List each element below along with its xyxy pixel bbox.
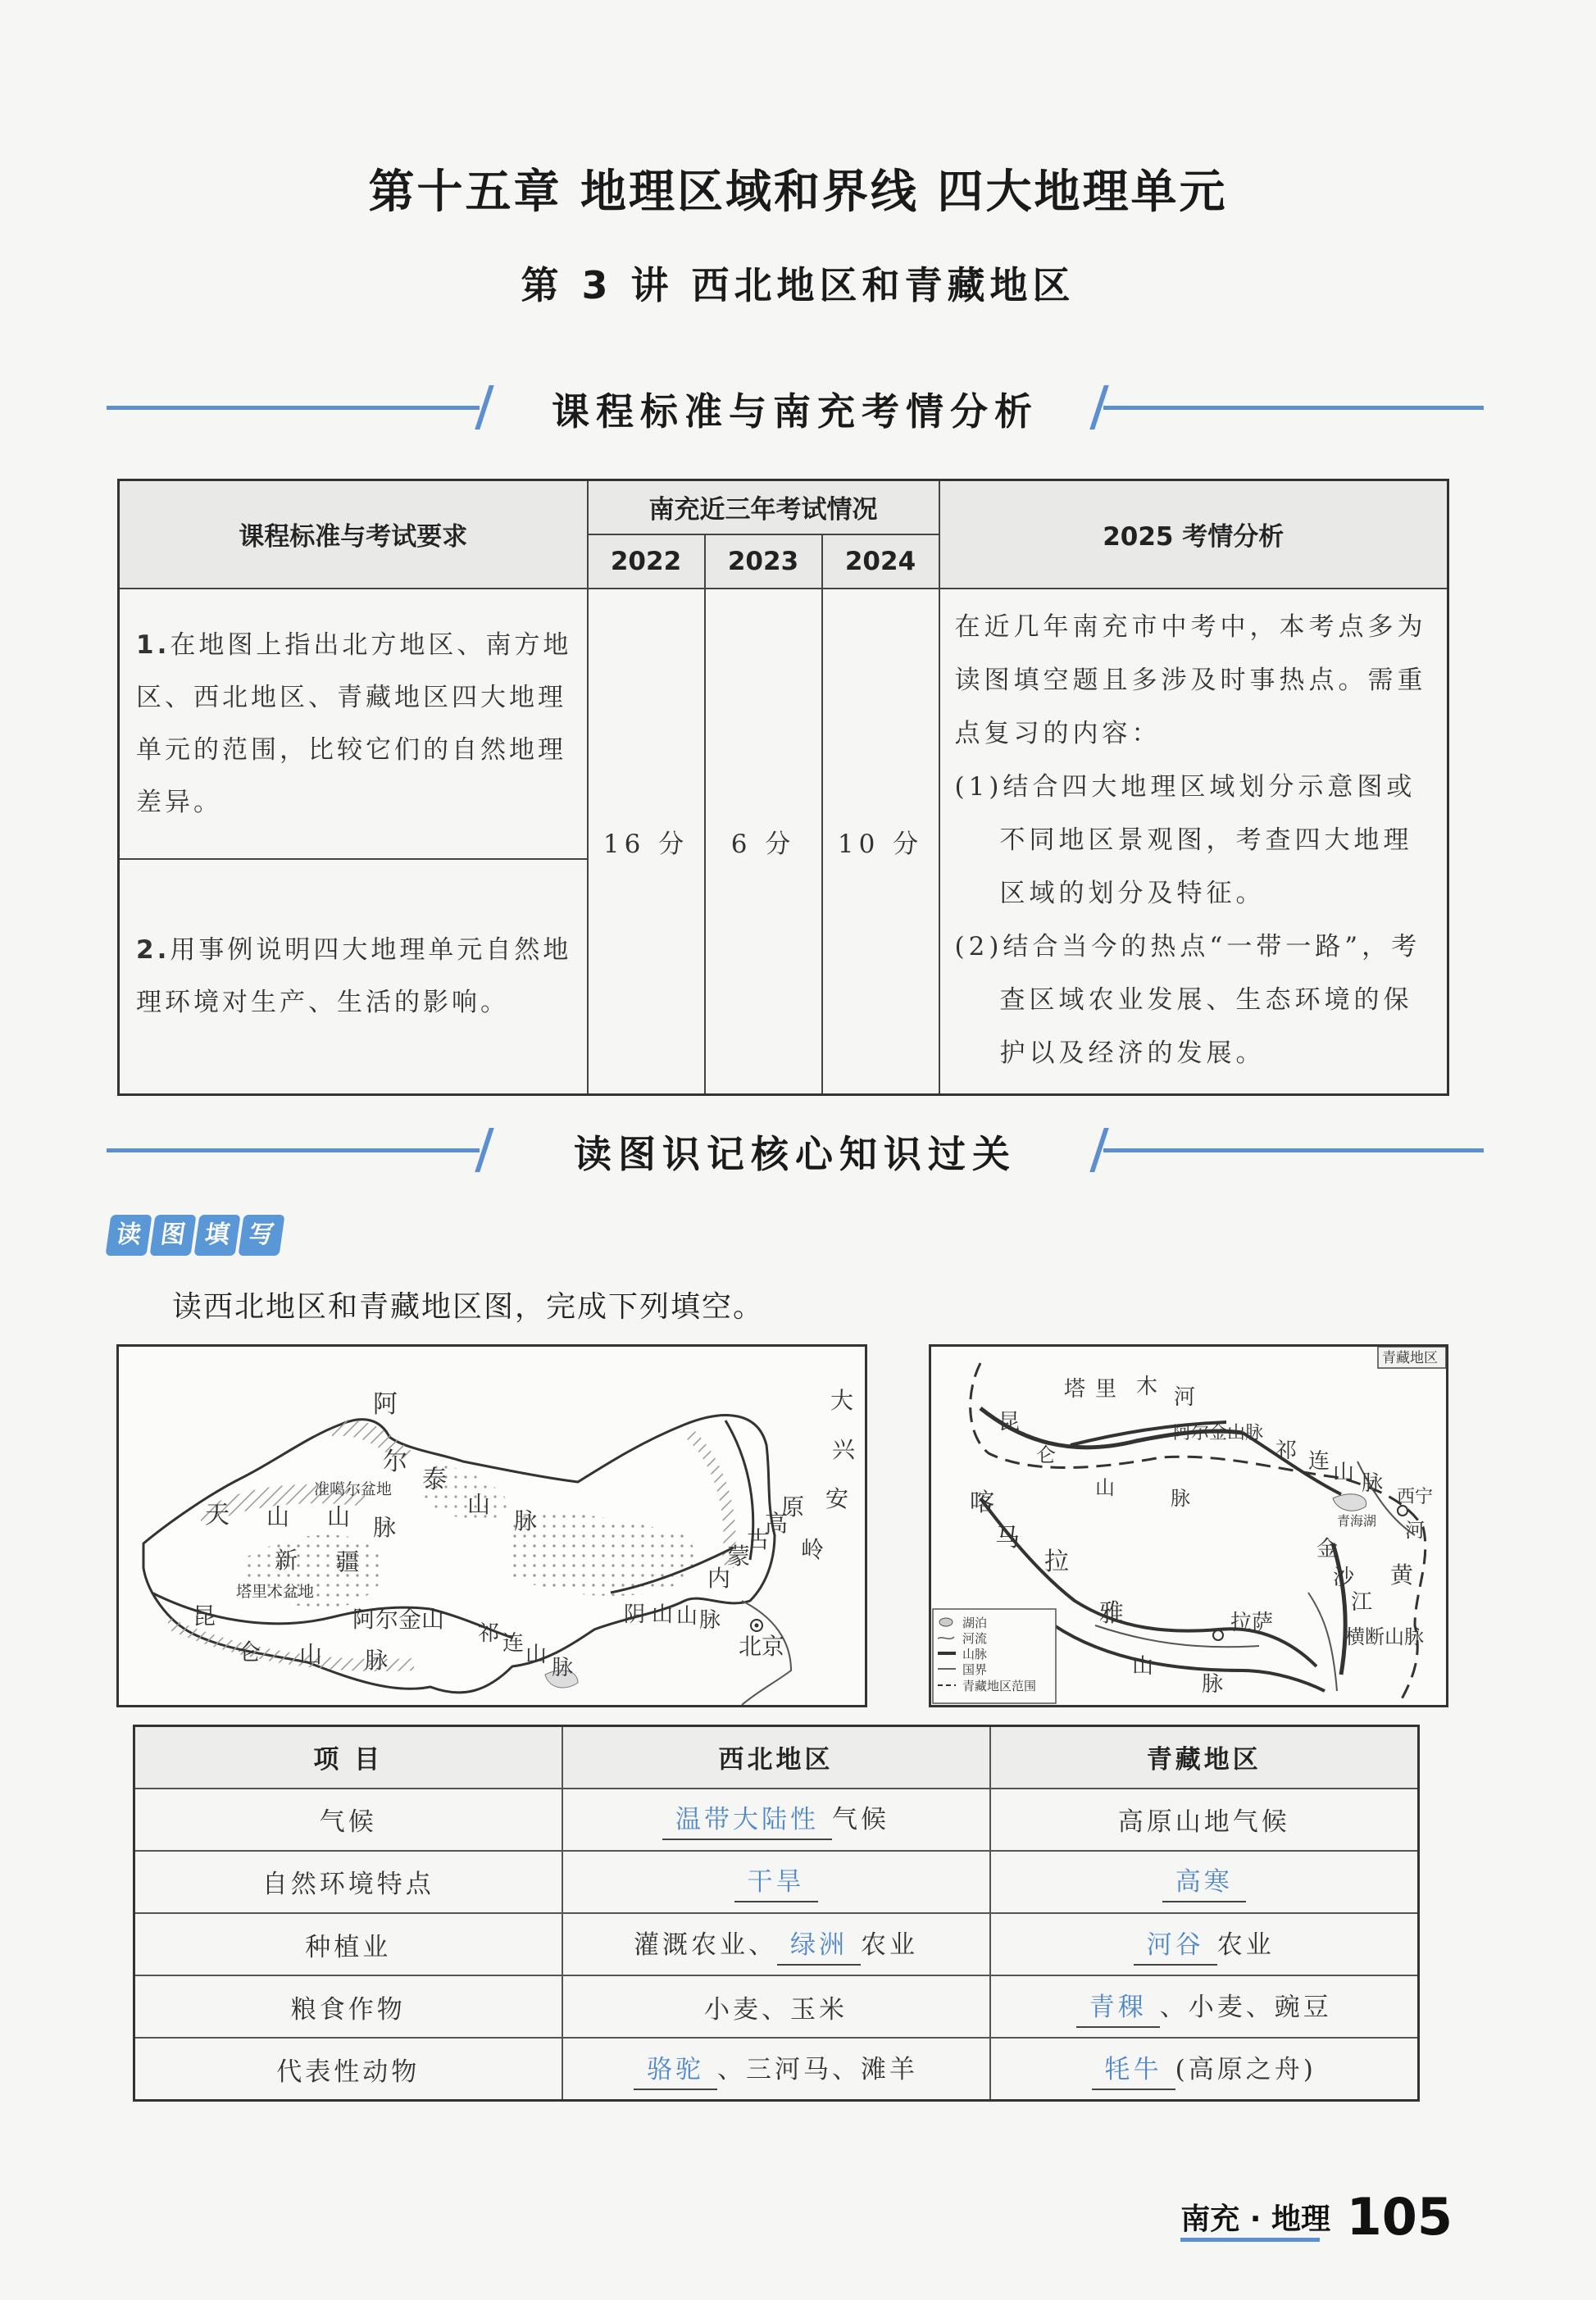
northwest-cell bbox=[562, 1851, 990, 1913]
cell-text: 农业 bbox=[1216, 1930, 1275, 1960]
map-label: 脉 bbox=[1202, 1672, 1224, 1697]
map-label: 原 bbox=[781, 1493, 805, 1520]
exam-analysis-table bbox=[117, 479, 1449, 1096]
section-heading-2 bbox=[107, 1121, 1484, 1179]
map-label: 阿 bbox=[373, 1390, 398, 1419]
himalaya-mountain-line bbox=[1054, 1625, 1325, 1691]
tibet-cell bbox=[990, 1975, 1419, 2038]
read-map-fill-badge bbox=[108, 1215, 282, 1256]
section-heading-1 bbox=[107, 379, 1484, 436]
map-label: 脉 bbox=[699, 1608, 721, 1633]
row-item: 自然环境特点 bbox=[134, 1851, 562, 1913]
header-year-2024: 2024 bbox=[822, 534, 939, 589]
map-label: 脉 bbox=[365, 1647, 389, 1674]
map-label: 天 bbox=[205, 1501, 230, 1530]
river-line bbox=[1308, 1593, 1337, 1691]
map-corner-label: 青藏地区 bbox=[1382, 1350, 1438, 1366]
map-label: 横断山脉 bbox=[1345, 1625, 1424, 1648]
answer-blank: 河谷 bbox=[1134, 1924, 1217, 1966]
section-title-1: 课程标准与南充考情分析 bbox=[552, 389, 1039, 434]
requirement-1-number: 1. bbox=[136, 630, 171, 660]
requirement-2-text: 用事例说明四大地理单元自然地理环境对生产、生活的影响。 bbox=[136, 935, 572, 1018]
header-tibet: 青藏地区 bbox=[990, 1726, 1419, 1789]
answer-blank: 牦牛 bbox=[1092, 2048, 1175, 2090]
map-label: 泰 bbox=[422, 1466, 447, 1494]
analysis-point-1: (1)结合四大地理区域划分示意图或不同地区景观图，考查四大地理区域的划分及特征。 bbox=[954, 771, 1416, 908]
answer-blank: 干旱 bbox=[734, 1861, 818, 1902]
map-label: 安 bbox=[825, 1485, 849, 1512]
map-label: 连 bbox=[502, 1631, 525, 1656]
legend-border: 国界 bbox=[962, 1662, 988, 1677]
badge-char: 写 bbox=[238, 1215, 284, 1256]
map-label: 金 bbox=[1316, 1537, 1339, 1561]
map-label: 连 bbox=[1308, 1449, 1330, 1474]
map-label: 脉 bbox=[1362, 1471, 1384, 1496]
footer-underline bbox=[1180, 2238, 1320, 2242]
map-label: 拉 bbox=[1044, 1548, 1069, 1576]
page-footer bbox=[1180, 2187, 1453, 2247]
map-label: 山 bbox=[467, 1491, 491, 1518]
northwest-cell: 小麦、玉米 bbox=[562, 1975, 990, 2038]
map-label: 雅 bbox=[1099, 1599, 1124, 1628]
analysis-point-2: (2)结合当今的热点“一带一路”，考查区域农业发展、生态环境的保护以及经济的发展。 bbox=[954, 931, 1421, 1068]
header-year-2023: 2023 bbox=[705, 534, 822, 589]
map-label-lasa: 拉萨 bbox=[1230, 1611, 1274, 1635]
northwest-map-drawing bbox=[119, 1347, 865, 1705]
hengduan-mountain-line bbox=[1333, 1543, 1345, 1675]
map-label: 大 bbox=[830, 1387, 854, 1414]
map-label: 仑 bbox=[238, 1639, 261, 1666]
cell-text: 灌溉农业、 bbox=[634, 1930, 777, 1960]
cell-text: 气候 bbox=[832, 1805, 889, 1835]
legend-region-range: 青藏地区范围 bbox=[962, 1679, 1037, 1693]
map-label: 昆 bbox=[193, 1602, 216, 1630]
map-label: 山 bbox=[1095, 1476, 1115, 1499]
map-label: 兴 bbox=[832, 1436, 856, 1463]
header-requirements: 课程标准与考试要求 bbox=[119, 480, 588, 589]
cell-text: (高原之舟) bbox=[1175, 2054, 1316, 2084]
legend-lake: 湖泊 bbox=[962, 1616, 988, 1630]
map-label: 山 bbox=[266, 1503, 290, 1530]
header-years-group: 南充近三年考试情况 bbox=[588, 480, 939, 534]
requirement-2 bbox=[119, 859, 588, 1095]
header-northwest: 西北地区 bbox=[562, 1726, 990, 1789]
northwest-cell bbox=[562, 2038, 990, 2100]
map-label: 尔 bbox=[383, 1448, 407, 1476]
lecture-title: 第 3 讲 西北地区和青藏地区 bbox=[521, 263, 1075, 307]
map-label: 山 bbox=[1333, 1461, 1355, 1485]
table-row bbox=[134, 1789, 1419, 1851]
map-legend bbox=[933, 1609, 1056, 1703]
map-label: 岭 bbox=[801, 1536, 825, 1563]
score-2024: 10 分 bbox=[822, 589, 939, 1095]
map-label: 喀 bbox=[970, 1489, 994, 1517]
northwest-cell bbox=[562, 1913, 990, 1975]
answer-blank: 高寒 bbox=[1162, 1861, 1246, 1902]
score-2022: 16 分 bbox=[588, 589, 705, 1095]
map-label: 山 bbox=[327, 1503, 351, 1530]
table-row bbox=[134, 1851, 1419, 1913]
map-label: 古 bbox=[747, 1526, 771, 1553]
map-label: 疆 bbox=[336, 1548, 360, 1575]
map-label: 河 bbox=[1405, 1519, 1425, 1542]
map-label: 脉 bbox=[514, 1507, 538, 1534]
cell-text: 农业 bbox=[861, 1930, 918, 1960]
map-label: 仑 bbox=[1036, 1443, 1056, 1466]
map-label: 新 bbox=[275, 1547, 298, 1574]
header-year-2022: 2022 bbox=[588, 534, 705, 589]
map-label: 山 bbox=[676, 1604, 698, 1629]
requirement-1-text: 在地图上指出北方地区、南方地区、西北地区、青藏地区四大地理单元的范围，比较它们的自然地理差异。 bbox=[136, 630, 572, 817]
map-label: 阿尔金山 bbox=[352, 1606, 445, 1633]
map-label: 脉 bbox=[1171, 1487, 1190, 1510]
requirement-1 bbox=[119, 589, 588, 859]
table-row bbox=[134, 2038, 1419, 2100]
map-label-xining: 西宁 bbox=[1397, 1487, 1434, 1507]
tibet-cell bbox=[990, 1913, 1419, 1975]
tibet-cell bbox=[990, 1851, 1419, 1913]
legend-mountain: 山脉 bbox=[962, 1647, 988, 1661]
northwest-region-map bbox=[116, 1344, 867, 1707]
table-row bbox=[134, 1913, 1419, 1975]
map-label: 阴 bbox=[624, 1602, 646, 1627]
cell-text: 、三河马、滩羊 bbox=[717, 2054, 918, 2084]
map-label: 江 bbox=[1351, 1590, 1373, 1615]
requirement-2-number: 2. bbox=[136, 935, 171, 966]
chapter-title: 第十五章 地理区域和界线 四大地理单元 bbox=[368, 166, 1228, 219]
row-item: 代表性动物 bbox=[134, 2038, 562, 2100]
header-analysis: 2025 考情分析 bbox=[939, 480, 1448, 589]
map-label: 脉 bbox=[373, 1514, 397, 1541]
map-label: 马 bbox=[995, 1524, 1020, 1552]
map-label: 内 bbox=[707, 1565, 731, 1592]
answer-blank: 青稞 bbox=[1076, 1986, 1160, 2028]
map-label: 山 bbox=[299, 1641, 323, 1668]
footer-label: 南充 · 地理 bbox=[1180, 2202, 1330, 2236]
row-item: 种植业 bbox=[134, 1913, 562, 1975]
heading-rule-right bbox=[1103, 406, 1484, 410]
map-label: 阿尔金山脉 bbox=[1173, 1423, 1264, 1443]
map-label: 山 bbox=[652, 1602, 674, 1627]
badge-char: 图 bbox=[149, 1215, 196, 1256]
map-label: 河 bbox=[1174, 1385, 1196, 1410]
analysis-intro: 在近几年南充市中考中，本考点多为读图填空题且多涉及时事热点。需重点复习的内容： bbox=[954, 611, 1427, 748]
instruction-text: 读西北地区和青藏地区图，完成下列填空。 bbox=[172, 1290, 765, 1324]
answer-blank: 骆驼 bbox=[634, 2048, 717, 2090]
qinghai-lake bbox=[1333, 1494, 1366, 1511]
lasa-marker bbox=[1213, 1630, 1223, 1640]
region-comparison-table bbox=[133, 1725, 1420, 2102]
badge-char: 读 bbox=[105, 1215, 152, 1256]
map-label: 准噶尔盆地 bbox=[314, 1480, 393, 1498]
map-label: 昆 bbox=[998, 1410, 1021, 1434]
map-label: 沙 bbox=[1333, 1566, 1355, 1590]
map-label: 祁 bbox=[478, 1621, 500, 1646]
map-label: 山 bbox=[1132, 1654, 1154, 1679]
map-label: 青海湖 bbox=[1337, 1513, 1377, 1529]
map-label-beijing: 北京 bbox=[739, 1633, 785, 1660]
map-label: 黄 bbox=[1390, 1561, 1414, 1589]
badge-char: 填 bbox=[193, 1215, 240, 1256]
map-label: 高 bbox=[765, 1510, 789, 1537]
map-label: 塔 bbox=[1064, 1377, 1086, 1402]
section-title-2: 读图识记核心知识过关 bbox=[574, 1132, 1016, 1176]
map-label: 山 bbox=[525, 1643, 548, 1667]
header-item: 项 目 bbox=[134, 1726, 562, 1789]
score-2023: 6 分 bbox=[705, 589, 822, 1095]
tibet-cell bbox=[990, 2038, 1419, 2100]
map-label: 木 bbox=[1136, 1375, 1158, 1399]
tibet-cell: 高原山地气候 bbox=[990, 1789, 1419, 1851]
map-label: 祁 bbox=[1275, 1439, 1298, 1463]
page-number: 105 bbox=[1346, 2187, 1453, 2247]
beijing-marker-dot bbox=[755, 1624, 759, 1628]
table-row bbox=[134, 1975, 1419, 2038]
map-label: 蒙 bbox=[727, 1543, 751, 1570]
map-label: 里 bbox=[1095, 1377, 1117, 1402]
answer-blank: 温带大陆性 bbox=[662, 1798, 832, 1840]
row-item: 气候 bbox=[134, 1789, 562, 1851]
map-label: 脉 bbox=[552, 1656, 574, 1680]
qinghai-tibet-region-map bbox=[929, 1344, 1448, 1707]
qinghai-tibet-map-drawing bbox=[931, 1347, 1446, 1705]
row-item: 粮食作物 bbox=[134, 1975, 562, 2038]
heading-rule-right bbox=[1103, 1148, 1484, 1152]
cell-text: 、小麦、豌豆 bbox=[1159, 1992, 1332, 2022]
answer-blank: 绿洲 bbox=[777, 1924, 861, 1966]
map-label: 塔里木盆地 bbox=[236, 1583, 315, 1601]
analysis-cell bbox=[939, 589, 1448, 1095]
northwest-cell bbox=[562, 1789, 990, 1851]
legend-river: 河流 bbox=[962, 1631, 988, 1646]
